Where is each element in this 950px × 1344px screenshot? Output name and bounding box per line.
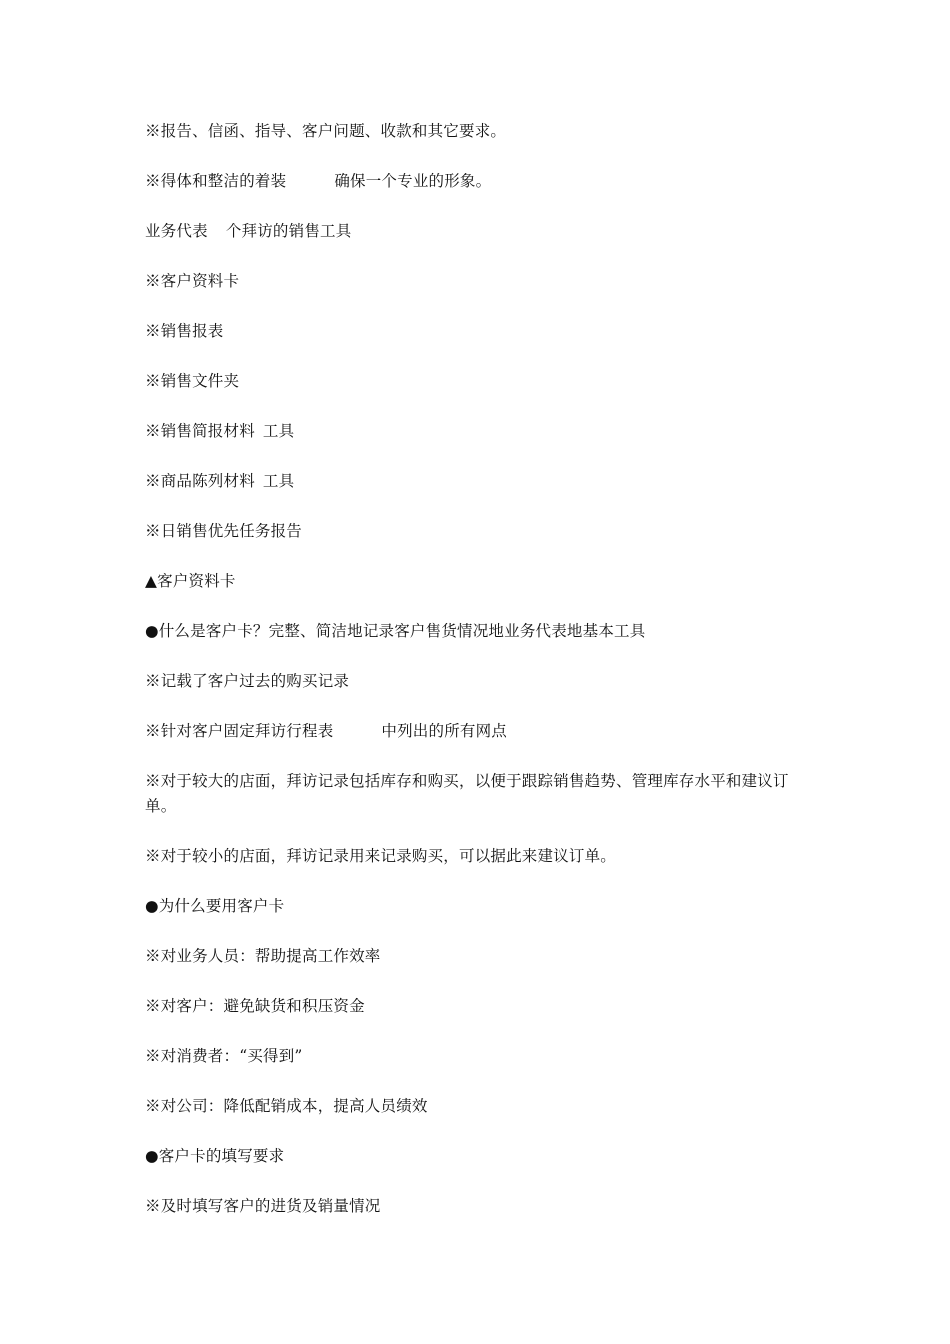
text-line-sales-folder: ※销售文件夹 — [145, 372, 240, 390]
text-line-large-stores: ※对于较大的店面，拜访记录包括库存和购买，以便于跟踪销售趋势、管理库存水平和建议订单。 — [145, 772, 789, 815]
text-line-daily-report: ※日销售优先任务报告 — [145, 522, 303, 540]
text-line-timely-fill: ※及时填写客户的进货及销量情况 — [145, 1197, 381, 1215]
text-line-dress — [145, 169, 815, 194]
text-line-display-materials — [145, 469, 815, 494]
text-line-for-customers: ※对客户：避免缺货和积压资金 — [145, 997, 365, 1015]
text-line-what-is-card: ●什么是客户卡？完整、简洁地记录客户售货情况地业务代表地基本工具 — [145, 622, 646, 640]
text-segment: ※销售简报材料 — [145, 422, 255, 440]
section-heading-customer-card: ▲客户资料卡 — [145, 572, 236, 590]
text-segment: 业务代表 — [145, 222, 208, 240]
text-line-for-consumers: ※对消费者：“买得到” — [145, 1047, 303, 1065]
text-segment: ※得体和整洁的着装 — [145, 172, 287, 190]
text-segment: 个拜访的销售工具 — [225, 222, 352, 240]
text-segment: 中列出的所有网点 — [381, 722, 508, 740]
text-line-for-staff: ※对业务人员：帮助提高工作效率 — [145, 947, 381, 965]
section-heading-why-card: ●为什么要用客户卡 — [145, 897, 285, 915]
text-segment: 工具 — [262, 472, 295, 490]
text-line-briefing-materials — [145, 419, 815, 444]
text-line-sales-report: ※销售报表 — [145, 322, 224, 340]
text-line-for-company: ※对公司：降低配销成本，提高人员绩效 — [145, 1097, 428, 1115]
text-line-purchase-history: ※记载了客户过去的购买记录 — [145, 672, 350, 690]
text-segment: 工具 — [262, 422, 295, 440]
section-heading-fill-requirements: ●客户卡的填写要求 — [145, 1147, 285, 1165]
text-segment: ※针对客户固定拜访行程表 — [145, 722, 334, 740]
text-line-visit-schedule — [145, 719, 815, 744]
text-line-customer-card: ※客户资料卡 — [145, 272, 240, 290]
text-segment: 确保一个专业的形象。 — [334, 172, 492, 190]
text-line-sales-tools-heading — [145, 219, 815, 244]
text-line-report-items: ※报告、信函、指导、客户问题、收款和其它要求。 — [145, 122, 507, 140]
text-segment: ※商品陈列材料 — [145, 472, 255, 490]
text-line-small-stores: ※对于较小的店面，拜访记录用来记录购买，可以据此来建议订单。 — [145, 847, 617, 865]
